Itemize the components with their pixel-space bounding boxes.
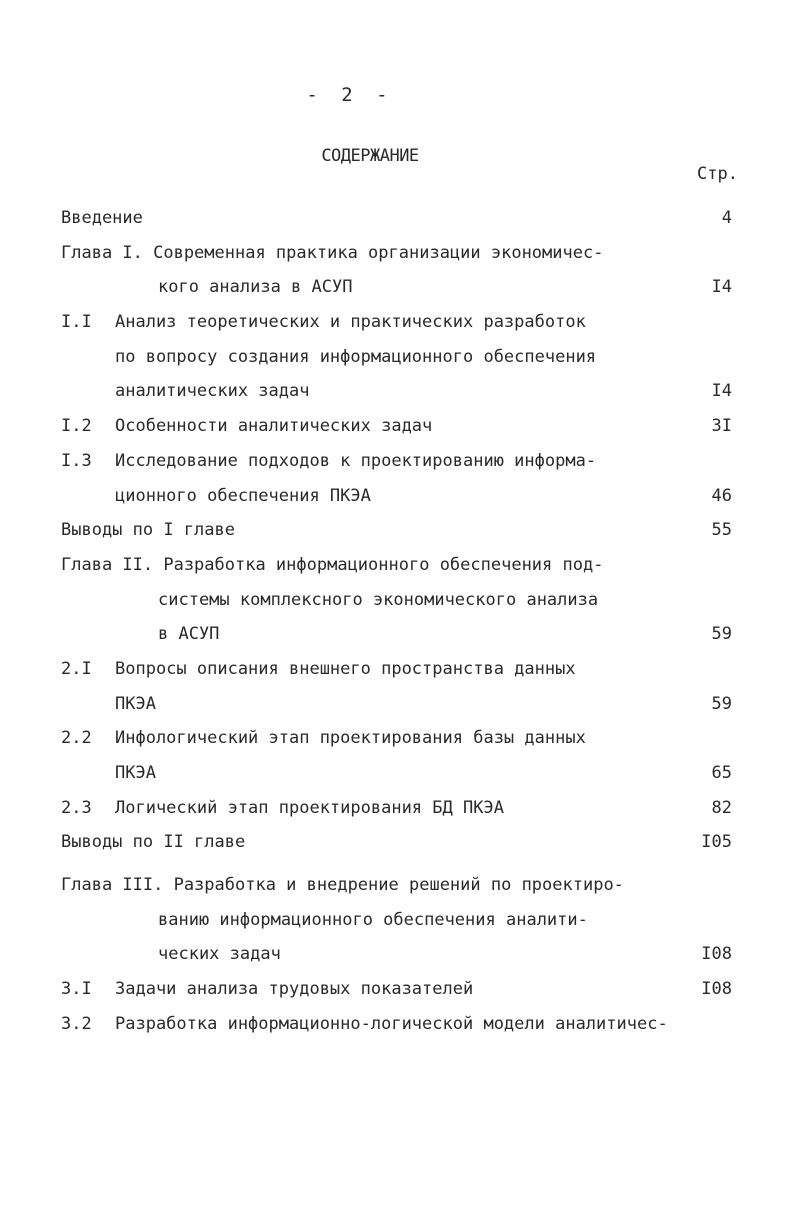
toc-entry-title: Разработка информационно-логической модели аналитичес- [115,1013,668,1034]
toc-entry-number: 3.I [61,979,92,1000]
toc-entry-title: Инфологический этап проектирования базы данных [115,728,586,749]
toc-entry [0,548,794,583]
toc-entry [0,825,794,860]
toc-entry-title: Выводы по II главе [61,832,246,853]
page-number: - 2 - [306,84,394,106]
toc-entry [0,756,794,791]
toc-entry [0,201,794,236]
toc-entry-title: Глава III. Разработка и внедрение решений по проектиро- [61,875,624,896]
toc-entry [0,479,794,514]
toc-entry [0,236,794,271]
toc-entry-title: Логический этап проектирования БД ПКЭА [115,797,504,818]
toc-entry-title: ПКЭА [115,693,156,714]
toc-entry [0,972,794,1007]
toc-entry [0,791,794,826]
toc-entry-title: в АСУП [158,624,220,645]
toc-entry-title: Задачи анализа трудовых показателей [115,979,474,1000]
toc-entry-title: Выводы по I главе [61,520,235,541]
toc-entry-page: 65 [711,763,732,783]
toc-entry [0,583,794,618]
table-of-contents [0,201,794,1042]
toc-entry [0,374,794,409]
toc-entry-page: 59 [711,624,732,645]
toc-entry-title: ванию информационного обеспечения аналити- [158,909,588,930]
toc-entry-number: I.2 [61,416,92,437]
toc-entry-title: кого анализа в АСУП [158,277,353,298]
toc-entry-number: I.3 [61,450,92,471]
toc-entry [0,903,794,938]
toc-entry-title: Глава I. Современная практика организации экономичес- [61,242,604,263]
toc-entry [0,868,794,903]
toc-entry-number: 2.2 [61,728,92,749]
toc-entry-title: аналитических задач [115,381,310,402]
toc-entry-title: Исследование подходов к проектированию информа- [115,450,597,471]
toc-entry-title: Введение [61,208,143,228]
toc-entry-page: I05 [701,832,732,853]
toc-entry-page: I08 [701,979,732,1000]
toc-entry-page: 55 [711,520,732,541]
toc-entry [0,721,794,756]
toc-entry-page: I08 [701,944,732,965]
toc-entry [0,1007,794,1042]
toc-entry-page: 4 [721,208,732,228]
toc-entry [0,513,794,548]
toc-entry-page: 82 [711,797,732,818]
page-column-label: Стр. [697,164,738,184]
toc-entry-title: системы комплексного экономического анализа [158,589,599,610]
toc-entry-page: I4 [711,277,732,298]
toc-entry [0,409,794,444]
toc-entry-number: 2.3 [61,797,92,818]
toc-entry-title: Вопросы описания внешнего пространства данных [115,658,576,679]
toc-entry-number: 3.2 [61,1013,92,1034]
toc-entry [0,652,794,687]
toc-entry-title: ционного обеспечения ПКЭА [115,485,371,506]
toc-entry [0,305,794,340]
toc-entry-number: 2.I [61,658,92,679]
toc-entry-title: Глава II. Разработка информационного обеспечения под- [61,554,604,575]
toc-entry-page: 3I [711,416,732,437]
toc-entry [0,937,794,972]
toc-entry-title: Анализ теоретических и практических разработок [115,312,586,333]
toc-entry-title: ПКЭА [115,763,156,783]
toc-entry [0,444,794,479]
toc-entry [0,617,794,652]
toc-entry-page: 59 [711,693,732,714]
toc-entry [0,687,794,722]
toc-entry-title: Особенности аналитических задач [115,416,433,437]
toc-entry-page: 46 [711,485,732,506]
toc-entry-page: I4 [711,381,732,402]
toc-entry-title: по вопросу создания информационного обеспечения [115,346,597,367]
toc-entry-number: I.I [61,312,92,333]
toc-entry [0,270,794,305]
page-title: СОДЕРЖАНИЕ [321,146,419,166]
toc-entry-title: ческих задач [158,944,281,965]
toc-entry [0,340,794,375]
